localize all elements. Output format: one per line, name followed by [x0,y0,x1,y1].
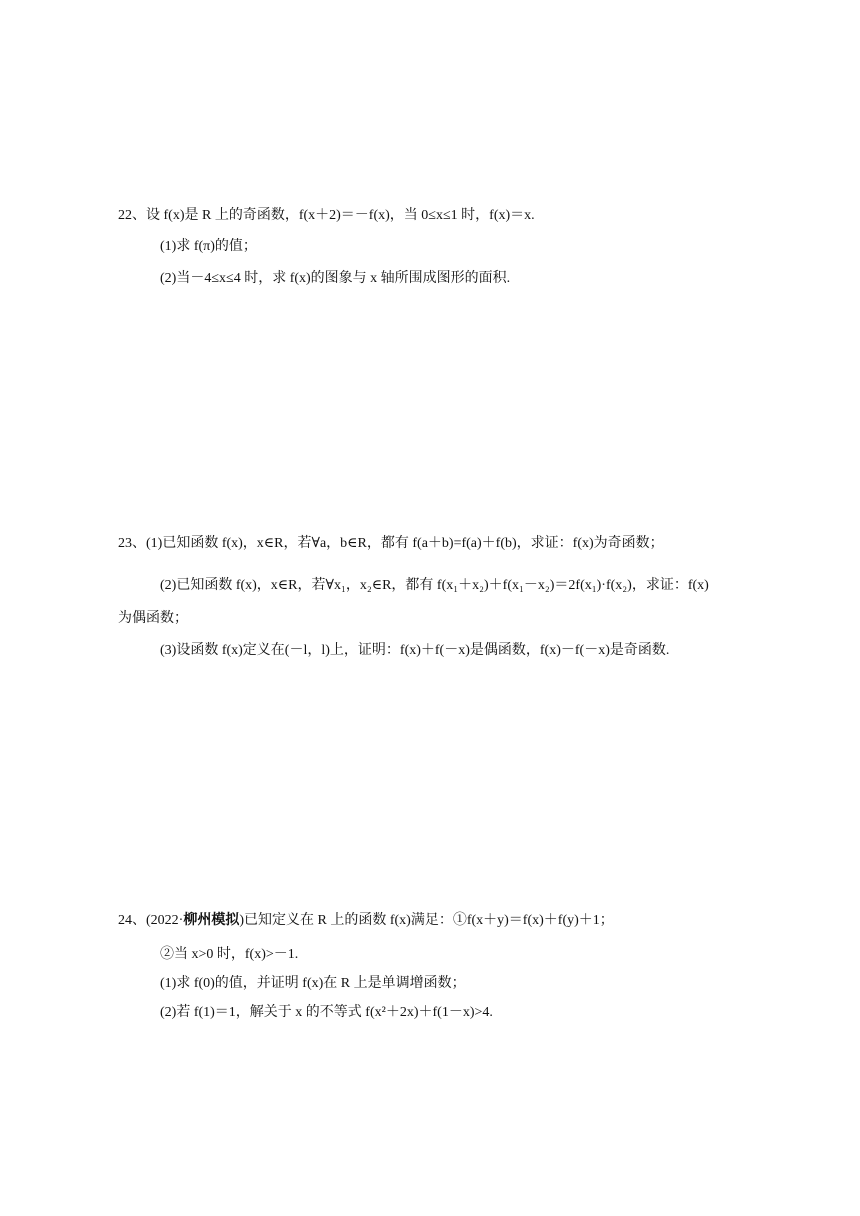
q24-stem [118,911,614,931]
q22-part2: (2)当－4≤x≤4 时，求 f(x)的图象与 x 轴所围成图形的面积. [160,271,511,286]
q24-condition2: ②当 x>0 时，f(x)>－1. [160,947,299,962]
q23-part2-line2: 为偶函数； [118,611,188,626]
q23-part3: (3)设函数 f(x)定义在(－l，l)上，证明：f(x)＋f(－x)是偶函数，f(x)－f(－x)是奇函数. [160,643,670,658]
q24-part1: (1)求 f(0)的值，并证明 f(x)在 R 上是单调增函数； [160,976,466,991]
q24-source: 柳州模拟 [183,913,240,928]
q23-part1: 23、(1)已知函数 f(x)，x∈R，若∀a，b∈R，都有 f(a＋b)=f(a)＋f(b)，求证：f(x)为奇函数； [118,536,664,551]
q22-part1: (1)求 f(π)的值； [160,239,257,254]
q24-part2: (2)若 f(1)＝1，解关于 x 的不等式 f(x²＋2x)＋f(1－x)>4. [160,1005,493,1020]
q24-stem-rest: )已知定义在 R 上的函数 f(x)满足：①f(x＋y)＝f(x)＋f(y)＋1； [239,913,614,928]
q23-part2-line1: (2)已知函数 f(x)，x∈R，若∀x₁，x₂∈R，都有 f(x₁＋x₂)＋f(x₁－x₂)＝2f(x₁)·f(x₂)，求证：f(x) [160,578,709,593]
q24-prefix: 24、(2022· [118,913,184,928]
q22-stem: 22、设 f(x)是 R 上的奇函数，f(x＋2)＝－f(x)，当 0≤x≤1 时，f(x)＝x. [118,208,535,223]
